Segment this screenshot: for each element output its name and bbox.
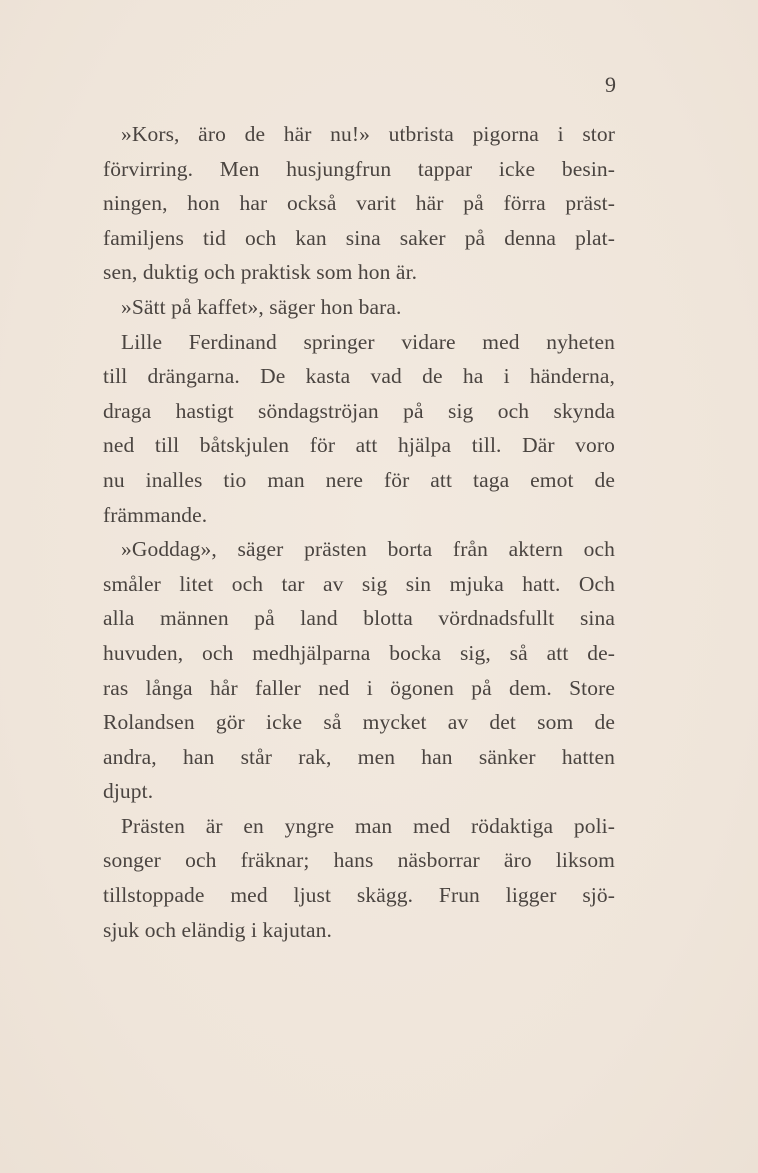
text-line: främmande. [103,502,208,527]
text-line: ras långa hår faller ned i ögonen på dem. Store [103,675,615,700]
body-text [103,117,615,947]
text-line: Lille Ferdinand springer vidare med nyheten [121,329,615,354]
text-line: andra, han står rak, men han sänker hatten [103,744,615,769]
text-line: familjens tid och kan sina saker på denna plat- [103,225,615,250]
text-line: Prästen är en yngre man med rödaktiga poli- [121,813,615,838]
text-line: till drängarna. De kasta vad de ha i händerna, [103,364,615,389]
text-line: sen, duktig och praktisk som hon är. [103,260,418,285]
text-line: ningen, hon har också varit här på förra präst- [103,191,615,216]
text-line: »Kors, äro de här nu!» utbrista pigorna i stor [121,122,615,146]
text-line: »Sätt på kaffet», säger hon bara. [121,294,402,319]
text-line: draga hastigt söndagströjan på sig och skynda [103,398,615,423]
text-line: huvuden, och medhjälparna bocka sig, så att de- [103,640,615,665]
text-line: Rolandsen gör icke så mycket av det som de [103,710,615,735]
text-line: songer och fräknar; hans näsborrar äro liksom [103,848,615,873]
text-line: förvirring. Men husjungfrun tappar icke besin- [103,156,615,181]
text-line: »Goddag», säger prästen borta från aktern och [121,537,615,562]
text-line: ned till båtskjulen för att hjälpa till. Där voro [103,433,615,458]
text-line: djupt. [103,779,154,804]
page-number: 9 [605,72,616,97]
text-line: nu inalles tio man nere för att taga emot de [103,467,615,492]
text-line: sjuk och eländig i kajutan. [103,917,332,942]
text-line: tillstoppade med ljust skägg. Frun ligger sjö- [103,883,615,908]
text-line: småler litet och tar av sig sin mjuka hatt. Och [103,571,615,596]
text-line: alla männen på land blotta vördnadsfullt sina [103,606,615,631]
